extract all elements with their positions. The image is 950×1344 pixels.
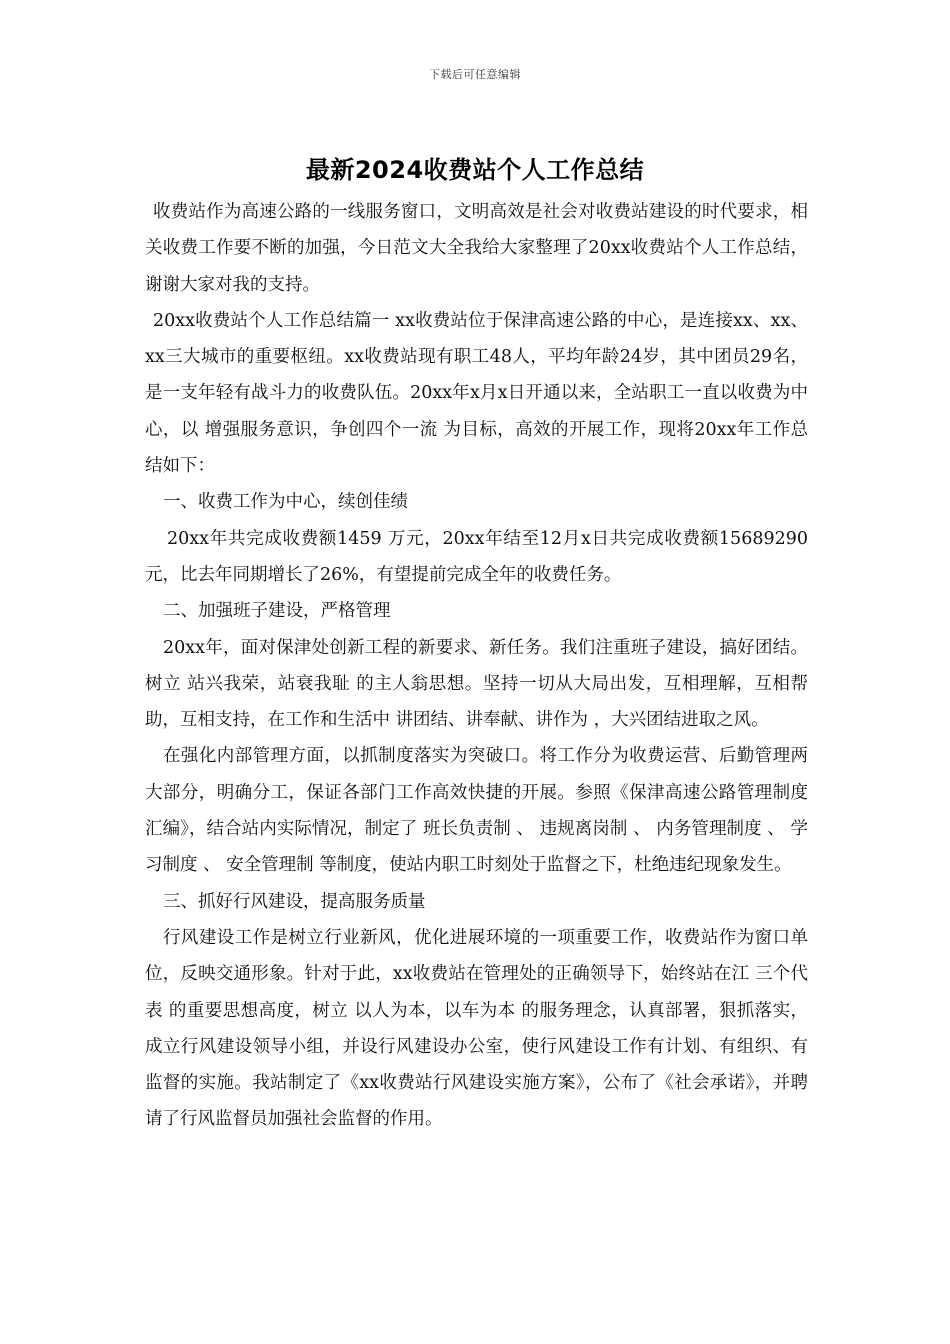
section-heading-3: 三、抓好行风建设，提高服务质量 bbox=[163, 891, 426, 912]
paragraph-overview: 20xx收费站个人工作总结篇一 xx收费站位于保津高速公路的中心，是连接xx、xx、xx三大城市的重要枢纽。xx收费站现有职工48人，平均年龄24岁，其中团员29名，是一支年轻有战斗力的收费队伍。20xx年x月x日开通以来，全站职工一直以收费为中心，以 增强服务意识，争创四个一流 为目标，高效的开展工作，现将20xx年工作总结如下： bbox=[145, 310, 808, 477]
section-heading-1: 一、收费工作为中心，续创佳绩 bbox=[163, 492, 408, 513]
paragraph-internal-management: 在强化内部管理方面，以抓制度落实为突破口。将工作分为收费运营、后勤管理两大部分，明确分工，保证各部门工作高效快捷的开展。参照《保津高速公路管理制度汇编》，结合站内实际情况，制定了 班长负责制 、 违规离岗制 、 内务管理制度 、 学习制度 、 安全管理制 等制度，使站内职工时刻处于监督之下，杜绝违纪现象发生。 bbox=[145, 746, 808, 876]
document-title: 最新2024收费站个人工作总结 bbox=[305, 156, 645, 184]
section-heading-2: 二、加强班子建设，严格管理 bbox=[163, 601, 391, 622]
header-note: 下载后可任意编辑 bbox=[429, 68, 521, 81]
paragraph-toll-revenue: 20xx年共完成收费额1459 万元，20xx年结至12月x日共完成收费额15689290元，比去年同期增长了26%，有望提前完成全年的收费任务。 bbox=[145, 528, 808, 585]
paragraph-conduct-building: 行风建设工作是树立行业新风，优化进展环境的一项重要工作，收费站作为窗口单位，反映交通形象。针对于此，xx收费站在管理处的正确领导下，始终站在江 三个代表 的重要思想高度，树立 以人为本，以车为本 的服务理念，认真部署，狠抓落实，成立行风建设领导小组，并设行风建设办公室，使行风建设工作有计划、有组织、有监督的实施。我站制定了《xx收费站行风建设实施方案》，公布了《社会承诺》，并聘请了行风监督员加强社会监督的作用。 bbox=[145, 927, 808, 1130]
paragraph-intro: 收费站作为高速公路的一线服务窗口，文明高效是社会对收费站建设的时代要求，相关收费工作要不断的加强，今日范文大全我给大家整理了20xx收费站个人工作总结，谢谢大家对我的支持。 bbox=[145, 202, 808, 295]
document-body bbox=[145, 194, 808, 1138]
paragraph-team-building: 20xx年，面对保津处创新工程的新要求、新任务。我们注重班子建设，搞好团结。树立 站兴我荣，站衰我耻 的主人翁思想。坚持一切从大局出发，互相理解，互相帮助，互相支持，在工作和生活中 讲团结、讲奉献、讲作为 ，大兴团结进取之风。 bbox=[145, 637, 808, 731]
